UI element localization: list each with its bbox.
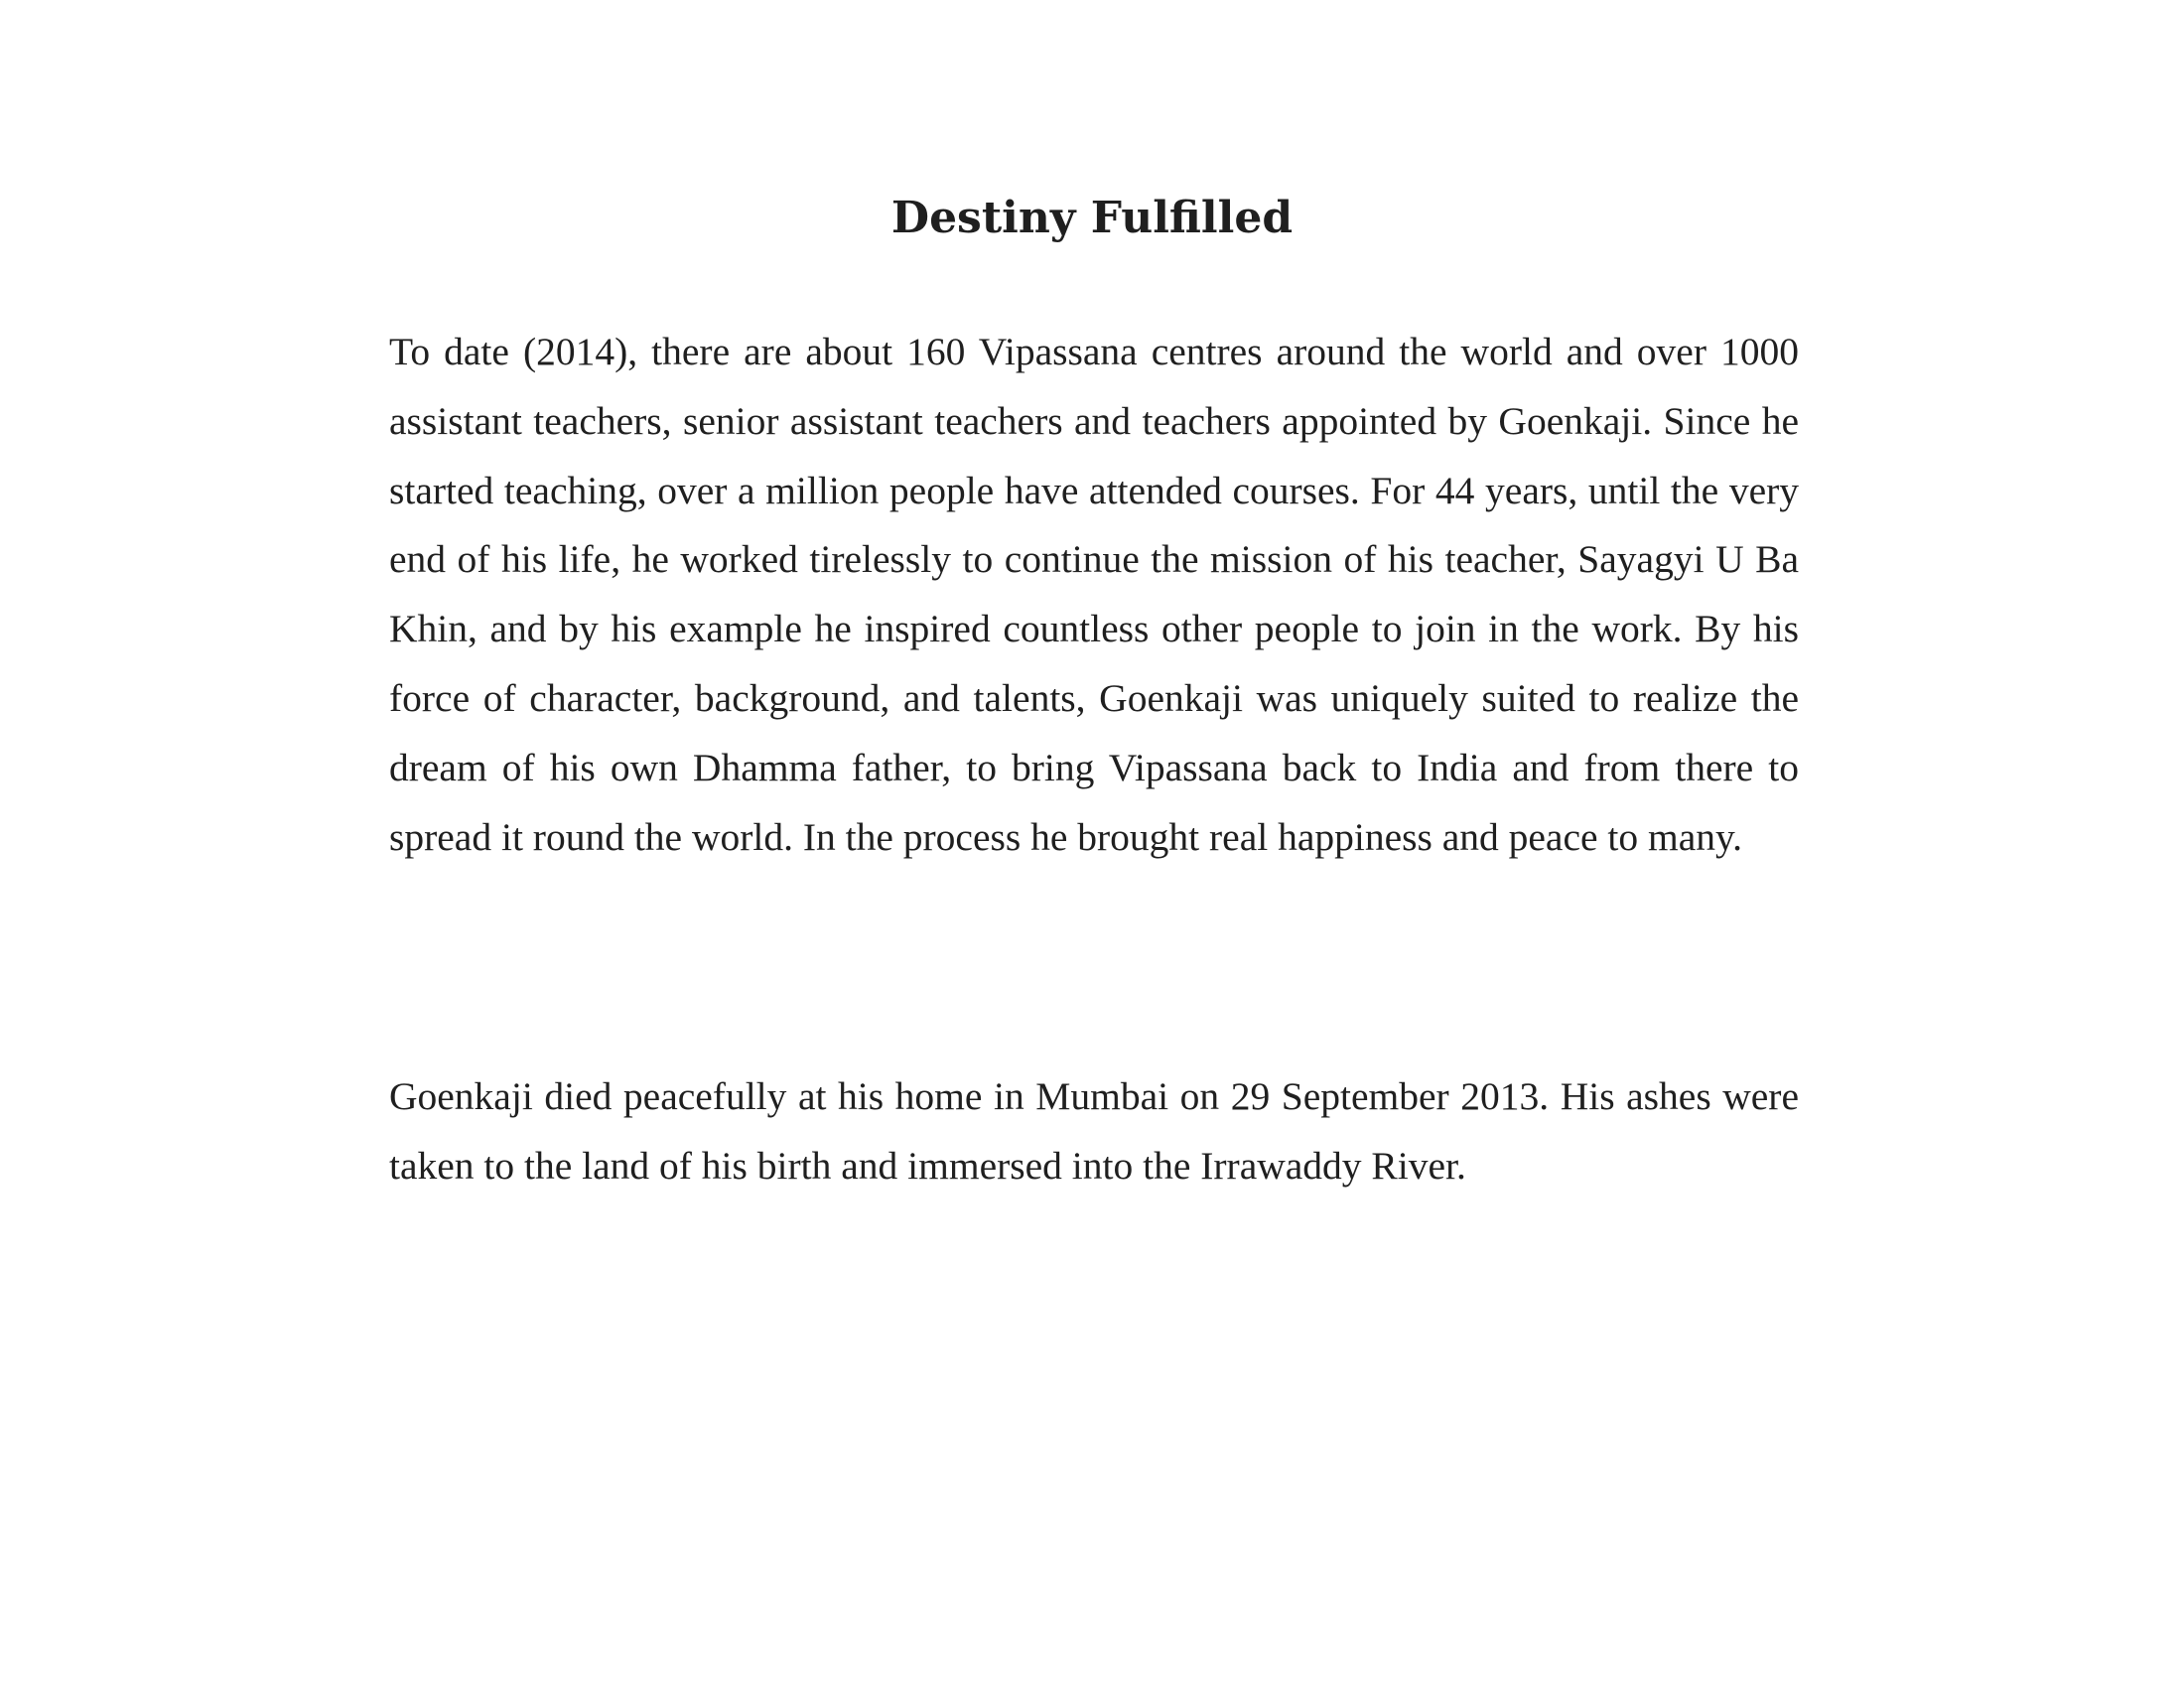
page-title: Destiny Fulfilled <box>890 193 1294 243</box>
paragraph-centres-and-mission: To date (2014), there are about 160 Vipassana centres around the world and over 1000 assistant teachers, senior assistant teachers and teachers appointed by Goenkaji. Since he started teaching, over a million people have attended courses. For 44 years, until the very end of his life, he worked tirelessly to continue the mission of his teacher, Sayagyi U Ba Khin, and by his example he inspired countless other people to join in the work. By his force of character, background, and talents, Goenkaji was uniquely suited to realize the dream of his own Dhamma father, to bring Vipassana back to India and from there to spread it round the world. In the process he brought real happiness and peace to many. <box>389 330 1799 859</box>
paragraph-passing: Goenkaji died peacefully at his home in Mumbai on 29 September 2013. His ashes were taken to the land of his birth and immersed into the Irrawaddy River. <box>389 1074 1799 1188</box>
